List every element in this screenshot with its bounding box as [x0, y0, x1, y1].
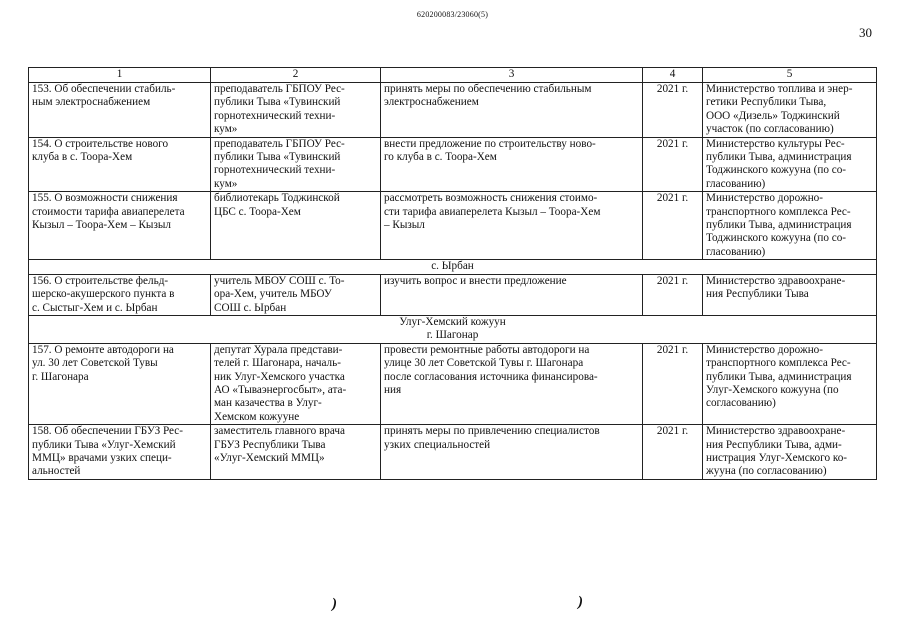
issue-cell: 156. О строительстве фельд- шерско-акушерского пункта в с. Сыстыг-Хем и с. Ырбан — [29, 274, 211, 315]
author-cell: учитель МБОУ СОШ с. То- ора-Хем, учитель МБОУ СОШ с. Ырбан — [211, 274, 381, 315]
table-row — [29, 192, 877, 260]
section-title: с. Ырбан — [29, 260, 877, 274]
table-row — [29, 425, 877, 480]
year-cell: 2021 г. — [643, 192, 703, 260]
table-row — [29, 274, 877, 315]
action-cell: провести ремонтные работы автодороги на улице 30 лет Советской Тувы г. Шагонара после согласования источника финансирова- ния — [381, 343, 643, 424]
responsible-cell: Министерство культуры Рес- публики Тыва, администрация Тоджинского кожууна (по со- гласованию) — [703, 137, 877, 192]
action-cell: внести предложение по строительству ново- го клуба в с. Тоора-Хем — [381, 137, 643, 192]
issue-cell: 155. О возможности снижения стоимости тарифа авиаперелета Кызыл – Тоора-Хем – Кызыл — [29, 192, 211, 260]
year-cell: 2021 г. — [643, 425, 703, 480]
column-header: 1 — [29, 68, 211, 83]
action-cell: принять меры по привлечению специалистов узких специальностей — [381, 425, 643, 480]
issue-cell: 153. Об обеспечении стабиль- ным электроснабжением — [29, 83, 211, 138]
table-header-row — [29, 68, 877, 83]
author-cell: библиотекарь Тоджинской ЦБС с. Тоора-Хем — [211, 192, 381, 260]
scan-mark: ) — [332, 596, 337, 612]
section-row — [29, 260, 877, 274]
document-id: 620200083/23060(5) — [416, 10, 489, 19]
year-cell: 2021 г. — [643, 137, 703, 192]
year-cell: 2021 г. — [643, 274, 703, 315]
year-cell: 2021 г. — [643, 83, 703, 138]
author-cell: преподаватель ГБПОУ Рес- публики Тыва «Тувинский горнотехнический техни- кум» — [211, 83, 381, 138]
action-cell: принять меры по обеспечению стабильным электроснабжением — [381, 83, 643, 138]
author-cell: преподаватель ГБПОУ Рес- публики Тыва «Тувинский горнотехнический техни- кум» — [211, 137, 381, 192]
responsible-cell: Министерство дорожно- транспортного комплекса Рес- публики Тыва, администрация Улуг-Хемского кожууна (по согласованию) — [703, 343, 877, 424]
column-header: 3 — [381, 68, 643, 83]
table-row — [29, 343, 877, 424]
responsible-cell: Министерство здравоохране- ния Республики Тыва, адми- нистрация Улуг-Хемского ко- жууна (по согласованию) — [703, 425, 877, 480]
table-row — [29, 83, 877, 138]
section-title: Улуг-Хемский кожуун — [399, 315, 506, 328]
author-cell: депутат Хурала представи- телей г. Шагонара, началь- ник Улуг-Хемского участка АО «Тываэнергосбыт», ата- ман казачества в Улуг- Хемском кожууне — [211, 343, 381, 424]
page-number: 30 — [859, 25, 872, 40]
column-header: 5 — [703, 68, 877, 83]
column-header: 2 — [211, 68, 381, 83]
responsible-cell: Министерство топлива и энер- гетики Республики Тыва, ООО «Дизель» Тоджинский участок (по согласованию) — [703, 83, 877, 138]
column-header: 4 — [643, 68, 703, 83]
issue-cell: 154. О строительстве нового клуба в с. Тоора-Хем — [29, 137, 211, 192]
responsible-cell: Министерство дорожно- транспортного комплекса Рес- публики Тыва, администрация Тоджинского кожууна (по со- гласованию) — [703, 192, 877, 260]
action-cell: изучить вопрос и внести предложение — [381, 274, 643, 315]
table-row — [29, 137, 877, 192]
section-row — [29, 315, 877, 343]
issue-cell: 157. О ремонте автодороги на ул. 30 лет Советской Тувы г. Шагонара — [29, 343, 211, 424]
section-subtitle: г. Шагонар — [426, 329, 479, 342]
measures-table — [28, 67, 877, 480]
author-cell: заместитель главного врача ГБУЗ Республики Тыва «Улуг-Хемский ММЦ» — [211, 425, 381, 480]
responsible-cell: Министерство здравоохране- ния Республики Тыва — [703, 274, 877, 315]
scan-mark: ) — [578, 594, 583, 610]
action-cell: рассмотреть возможность снижения стоимо- сти тарифа авиаперелета Кызыл – Тоора-Хем – Кызыл — [381, 192, 643, 260]
year-cell: 2021 г. — [643, 343, 703, 424]
issue-cell: 158. Об обеспечении ГБУЗ Рес- публики Тыва «Улуг-Хемский ММЦ» врачами узких специ- альностей — [29, 425, 211, 480]
